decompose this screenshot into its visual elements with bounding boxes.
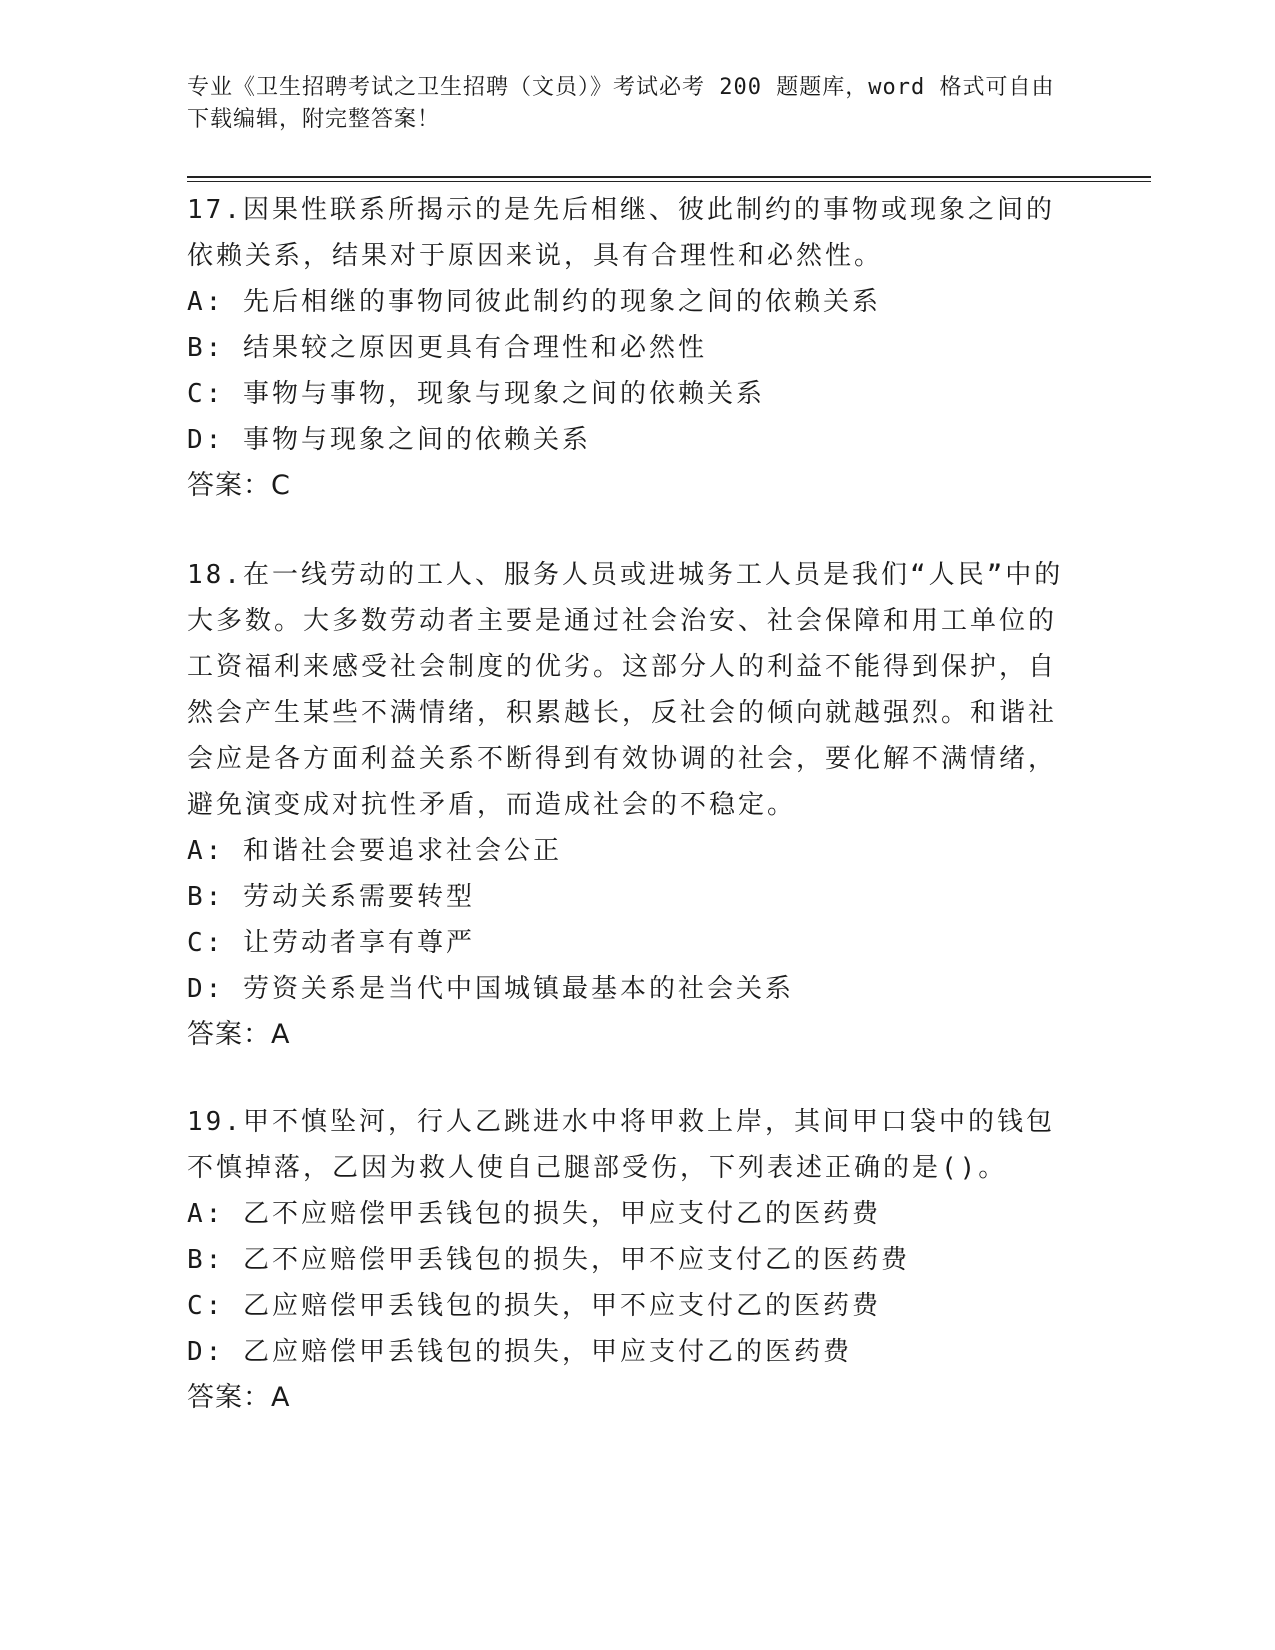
option-a: A: 和谐社会要追求社会公正 <box>187 836 562 866</box>
document-header: 专业《卫生招聘考试之卫生招聘（文员）》考试必考 200 题题库，word 格式可自由下载编辑，附完整答案！ <box>187 75 1055 132</box>
header-divider-thick <box>187 176 1151 178</box>
option-c: C: 乙应赔偿甲丢钱包的损失，甲不应支付乙的医药费 <box>187 1291 881 1321</box>
option-d: D: 乙应赔偿甲丢钱包的损失，甲应支付乙的医药费 <box>187 1337 852 1367</box>
question-17 <box>187 187 1067 509</box>
option-c: C: 事物与事物，现象与现象之间的依赖关系 <box>187 379 765 409</box>
question-19 <box>187 1099 1067 1421</box>
answer-line: 答案：A <box>187 1019 291 1050</box>
option-a: A: 乙不应赔偿甲丢钱包的损失，甲应支付乙的医药费 <box>187 1199 881 1229</box>
question-18 <box>187 552 1067 1058</box>
option-c: C: 让劳动者享有尊严 <box>187 928 475 958</box>
option-d: D: 劳资关系是当代中国城镇最基本的社会关系 <box>187 974 794 1004</box>
option-b: B: 结果较之原因更具有合理性和必然性 <box>187 333 707 363</box>
question-stem: 18.在一线劳动的工人、服务人员或进城务工人员是我们“人民”中的大多数。大多数劳动者主要是通过社会治安、社会保障和用工单位的工资福利来感受社会制度的优劣。这部分人的利益不能得到保护，自然会产生某些不满情绪，积累越长，反社会的倾向就越强烈。和谐社会应是各方面利益关系不断得到有效协调的社会，要化解不满情绪，避免演变成对抗性矛盾，而造成社会的不稳定。 <box>187 560 1064 820</box>
answer-line: 答案：C <box>187 470 291 501</box>
option-a: A: 先后相继的事物同彼此制约的现象之间的依赖关系 <box>187 287 881 317</box>
option-d: D: 事物与现象之间的依赖关系 <box>187 425 591 455</box>
question-stem: 19.甲不慎坠河，行人乙跳进水中将甲救上岸，其间甲口袋中的钱包不慎掉落，乙因为救人使自己腿部受伤，下列表述正确的是()。 <box>187 1107 1055 1183</box>
question-stem: 17.因果性联系所揭示的是先后相继、彼此制约的事物或现象之间的依赖关系，结果对于原因来说，具有合理性和必然性。 <box>187 195 1055 271</box>
answer-line: 答案：A <box>187 1382 291 1413</box>
option-b: B: 劳动关系需要转型 <box>187 882 475 912</box>
option-b: B: 乙不应赔偿甲丢钱包的损失，甲不应支付乙的医药费 <box>187 1245 910 1275</box>
header-divider-thin <box>187 181 1151 182</box>
